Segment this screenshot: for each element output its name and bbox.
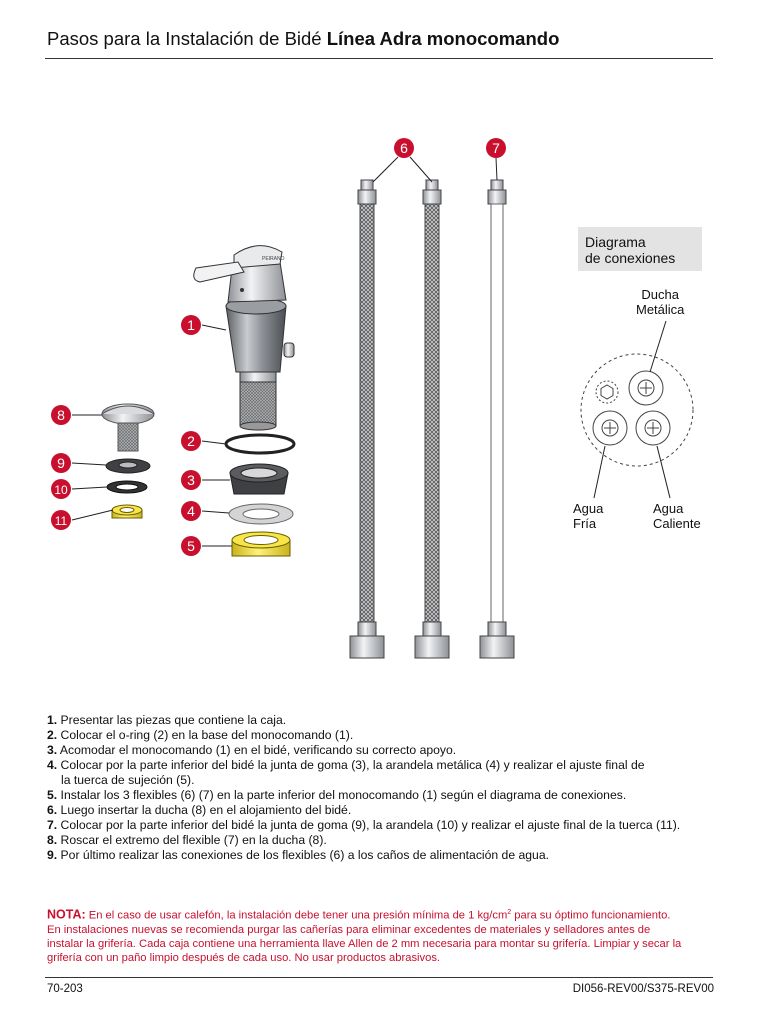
step-8: 8. Roscar el extremo del flexible (7) en la ducha (8). <box>47 833 327 847</box>
step-5: 5. Instalar los 3 flexibles (6) (7) en la parte inferior del monocomando (1) según el diagrama de conexiones. <box>47 788 627 802</box>
svg-text:2: 2 <box>187 433 195 449</box>
shower-nut <box>112 505 142 518</box>
callout-6 <box>394 138 414 158</box>
footer-page-code: 70-203 <box>47 983 83 995</box>
shower-gasket <box>106 459 150 473</box>
svg-text:3: 3 <box>187 472 195 488</box>
step-6: 6. Luego insertar la ducha (8) en el alojamiento del bidé. <box>47 803 352 817</box>
brand-label: PEIRANO <box>262 256 285 262</box>
shower-head <box>102 404 154 451</box>
flexible-hose-right <box>415 180 449 658</box>
callout-3 <box>181 470 201 490</box>
step-2: 2. Colocar el o-ring (2) en la base del monocomando (1). <box>47 728 354 742</box>
callout-1 <box>181 315 201 335</box>
o-ring <box>226 435 294 453</box>
connection-diagram <box>581 321 693 498</box>
hex-socket-icon <box>596 381 618 403</box>
callout-9 <box>51 453 71 473</box>
note-block: NOTA: En el caso de usar calefón, la instalación debe tener una presión mínima de 1 $kg/cm^2$ para su óptimo funcionamiento. En instalaciones nuevas se recomienda purgar las cañerías para eliminar excedentes de materiales y selladores antes de instalar la grifería. Cada caja contiene una herramienta llave Allen de 2 mm necesaria para montar su grifería. Limpiar y secar la grifería con un paño limpio después de cada uso. No usar productos abrasivos. <box>47 907 682 964</box>
shower-washer <box>107 481 147 493</box>
step-4-continued: la tuerca de sujeción (5). <box>61 773 195 787</box>
agua-caliente-port <box>636 411 670 445</box>
brass-nut <box>232 532 290 556</box>
svg-text:7: 7 <box>492 140 500 156</box>
shower-hose <box>480 180 514 658</box>
note-label: NOTA: <box>47 907 86 922</box>
footer-rule <box>45 977 713 978</box>
step-4: 4. Colocar por la parte inferior del bidé la junta de goma (3), la arandela metálica (4) y realizar el ajuste final de <box>47 758 645 772</box>
callout-5 <box>181 536 201 556</box>
instruction-steps <box>47 713 680 863</box>
svg-text:5: 5 <box>187 538 195 554</box>
callout-4 <box>181 501 201 521</box>
title-bold: Línea Adra monocomando <box>326 28 560 49</box>
callout-11 <box>51 510 71 530</box>
flexible-hose-left <box>350 180 384 658</box>
label-agua-caliente: Agua Caliente <box>653 501 701 531</box>
label-agua-fria: Agua Fría <box>573 501 604 531</box>
callout-10 <box>51 479 71 499</box>
callout-7 <box>486 138 506 158</box>
step-7: 7. Colocar por la parte inferior del bidé la junta de goma (9), la arandela (10) y realizar el ajuste final de la tuerca (11). <box>47 818 681 832</box>
step-3: 3. Acomodar el monocomando (1) en el bidé, verificando su correcto apoyo. <box>47 743 457 757</box>
metal-washer <box>229 504 293 524</box>
svg-text:11: 11 <box>54 514 68 528</box>
svg-text:8: 8 <box>57 407 65 423</box>
callout-8 <box>51 405 71 425</box>
svg-text:10: 10 <box>54 483 68 497</box>
footer-revision: DI056-REV00/S375-REV00 <box>572 983 714 995</box>
title-plain: Pasos para la Instalación de Bidé <box>47 28 327 49</box>
svg-text:4: 4 <box>187 503 195 519</box>
label-ducha-metalica: Ducha Metálica <box>636 287 685 317</box>
step-9: 9. Por último realizar las conexiones de los flexibles (6) a los caños de alimentación de agua. <box>47 848 549 862</box>
ducha-port <box>629 371 663 405</box>
rubber-gasket <box>230 464 288 494</box>
callout-2 <box>181 431 201 451</box>
diagram-title: Diagrama de conexiones <box>585 234 676 266</box>
step-1: 1. Presentar las piezas que contiene la caja. <box>47 713 287 727</box>
faucet-monocomando <box>194 246 294 430</box>
svg-text:6: 6 <box>400 140 408 156</box>
svg-text:9: 9 <box>57 455 65 471</box>
svg-text:1: 1 <box>187 317 195 333</box>
agua-fria-port <box>593 411 627 445</box>
